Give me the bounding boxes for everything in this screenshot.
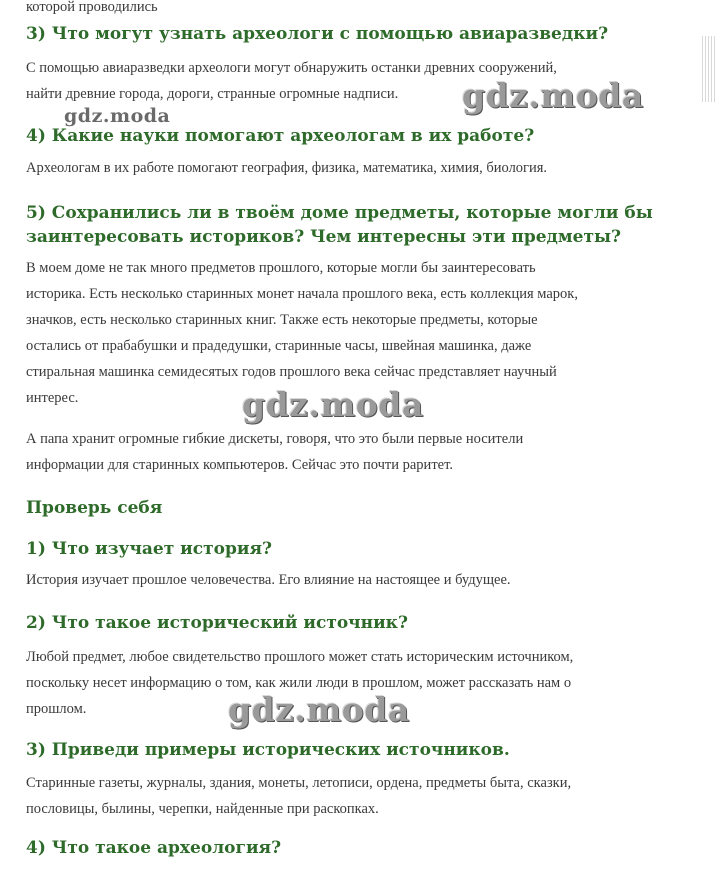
heading-question-4-sciences: 4) Какие науки помогают археологам в их работе?	[26, 126, 535, 146]
answer-question-5-items-continued: А папа хранит огромные гибкие дискеты, говоря, что это были первые носители информации для старинных компьютеров. Сейчас это почти раритет.	[26, 431, 524, 473]
watermark: gdz.moda	[242, 385, 424, 424]
watermark: gdz.moda	[462, 76, 644, 115]
answer-question-3-aerial: С помощью авиаразведки археологи могут обнаружить останки древних сооружений, найти древние города, дороги, странные огромные надписи.	[26, 60, 557, 102]
heading-check-2: 2) Что такое исторический источник?	[26, 613, 408, 633]
cut-off-heading-bottom: 4) Что такое археология?	[26, 838, 282, 858]
heading-question-5-items: 5) Сохранились ли в твоём доме предметы, которые могли бы заинтересовать историков? Чем интересны эти предметы?	[26, 203, 653, 247]
heading-check-3: 3) Приведи примеры исторических источников.	[26, 740, 510, 760]
answer-check-1: История изучает прошлое человечества. Его влияние на настоящее и будущее.	[26, 572, 511, 588]
cut-off-text-top: которой проводились	[26, 0, 158, 15]
answer-question-4-sciences: Археологам в их работе помогают география, физика, математика, химия, биология.	[26, 160, 548, 176]
heading-check-1: 1) Что изучает история?	[26, 539, 273, 559]
answer-check-2: Любой предмет, любое свидетельство прошлого может стать историческим источником, поскольку несет информацию о том, как жили люди в прошлом, может рассказать нам о прошлом.	[26, 649, 574, 717]
answer-check-3: Старинные газеты, журналы, здания, монеты, летописи, ордена, предметы быта, сказки, пословицы, былины, черепки, найденные при раскопках.	[26, 775, 572, 817]
heading-question-3-aerial: 3) Что могут узнать археологи с помощью авиаразведки?	[26, 24, 609, 44]
watermark: gdz.moda	[228, 690, 410, 729]
answer-question-5-items: В моем доме не так много предметов прошлого, которые могли бы заинтересовать историка. Есть несколько старинных монет начала прошлого века, есть коллекция марок, значков, есть несколько старинных книг. Также есть некоторые предметы, которые остались от прабабушки и прадедушки, старинные часы, швейная машинка, даже стиральная машинка семидесятых годов прошлого века сейчас представляет научный интерес.	[26, 260, 578, 406]
check-yourself-title: Проверь себя	[26, 498, 163, 518]
edge-artifact	[702, 36, 716, 102]
watermark-small: gdz.moda	[64, 105, 171, 127]
